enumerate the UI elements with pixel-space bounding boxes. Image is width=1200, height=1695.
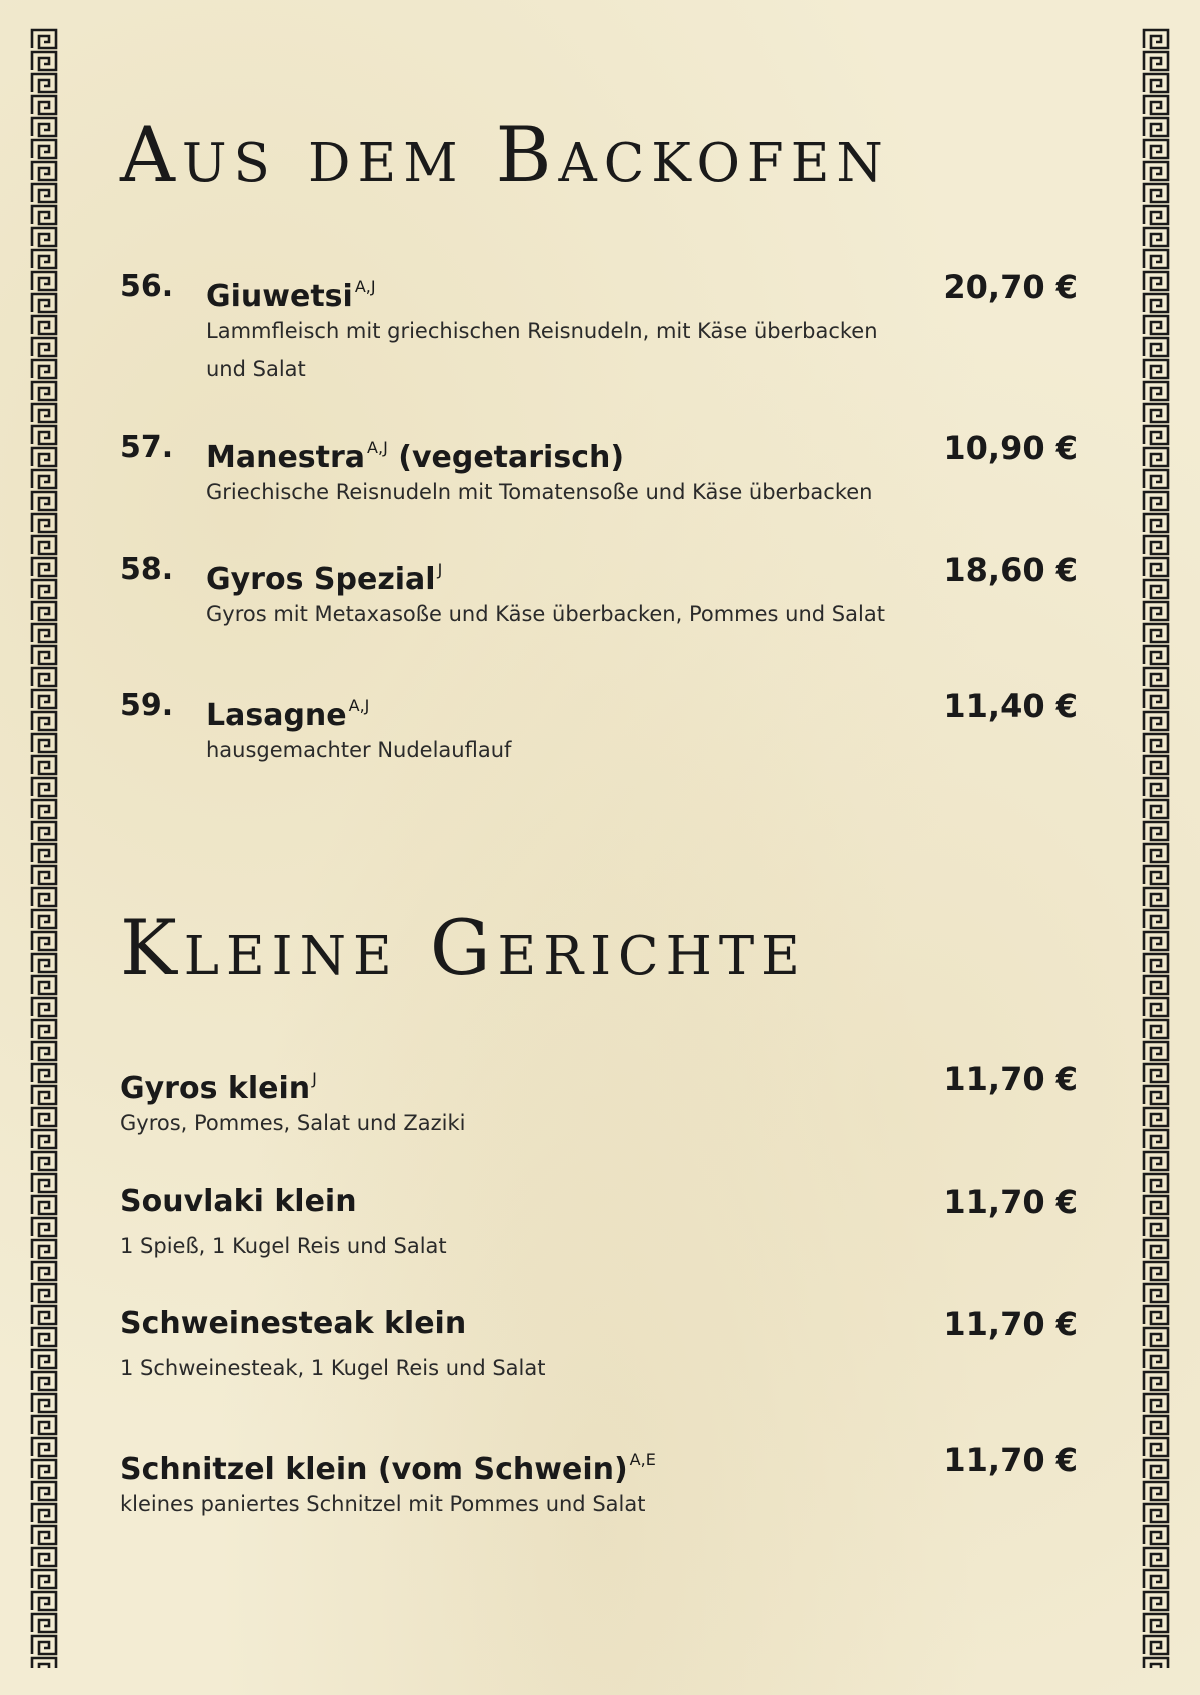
item-description: hausgemachter Nudelauflauf	[206, 738, 512, 762]
item-price: 11,70 €	[943, 1441, 1078, 1479]
item-description: Griechische Reisnudeln mit Tomatensoße und Käse überbacken	[206, 480, 873, 504]
item-price: 11,70 €	[943, 1060, 1078, 1098]
item-description: Gyros, Pommes, Salat und Zaziki	[120, 1111, 466, 1135]
section-title-kleine-gerichte: Kleine Gerichte	[120, 903, 807, 992]
greek-key-border-left	[30, 28, 58, 1668]
allergen-codes: A,E	[629, 1450, 656, 1469]
item-description: 1 Spieß, 1 Kugel Reis und Salat	[120, 1234, 447, 1258]
item-price: 18,60 €	[943, 551, 1078, 589]
item-name: Souvlaki klein	[120, 1184, 357, 1219]
item-price: 11,70 €	[943, 1183, 1078, 1221]
item-description: 1 Schweinesteak, 1 Kugel Reis und Salat	[120, 1356, 546, 1380]
item-name: Manestra $^{A,J}$ (vegetarisch)	[206, 438, 625, 475]
allergen-codes: A,J	[354, 277, 376, 296]
item-number: 59.	[120, 688, 174, 723]
section-title-aus-dem-backofen: Aus dem Backofen	[120, 110, 890, 199]
item-price: 11,70 €	[943, 1305, 1078, 1343]
allergen-codes: J	[312, 1069, 317, 1088]
item-name: Schweinesteak klein	[120, 1306, 467, 1341]
item-number: 57.	[120, 430, 174, 465]
item-description: kleines paniertes Schnitzel mit Pommes und Salat	[120, 1492, 646, 1516]
item-number: 58.	[120, 552, 174, 587]
item-name: Gyros Spezial $^J$	[206, 560, 443, 597]
greek-key-border-right	[1142, 28, 1170, 1668]
item-number: 56.	[120, 269, 174, 304]
item-name: Gyros klein $^J$	[120, 1069, 317, 1106]
item-price: 10,90 €	[943, 429, 1078, 467]
item-description: Lammfleisch mit griechischen Reisnudeln, mit Käse überbacken und Salat	[206, 319, 878, 381]
allergen-codes: A,J	[367, 438, 388, 457]
item-name: Giuwetsi $^{A,J}$	[206, 277, 376, 314]
item-name: Lasagne $^{A,J}$	[206, 696, 370, 733]
item-name: Schnitzel klein (vom Schwein) $^{A,E}$	[120, 1450, 656, 1487]
item-price: 20,70 €	[943, 268, 1078, 306]
allergen-codes: J	[437, 560, 443, 579]
item-price: 11,40 €	[943, 687, 1078, 725]
item-description: Gyros mit Metaxasoße und Käse überbacken, Pommes und Salat	[206, 602, 885, 626]
allergen-codes: A,J	[348, 696, 370, 715]
